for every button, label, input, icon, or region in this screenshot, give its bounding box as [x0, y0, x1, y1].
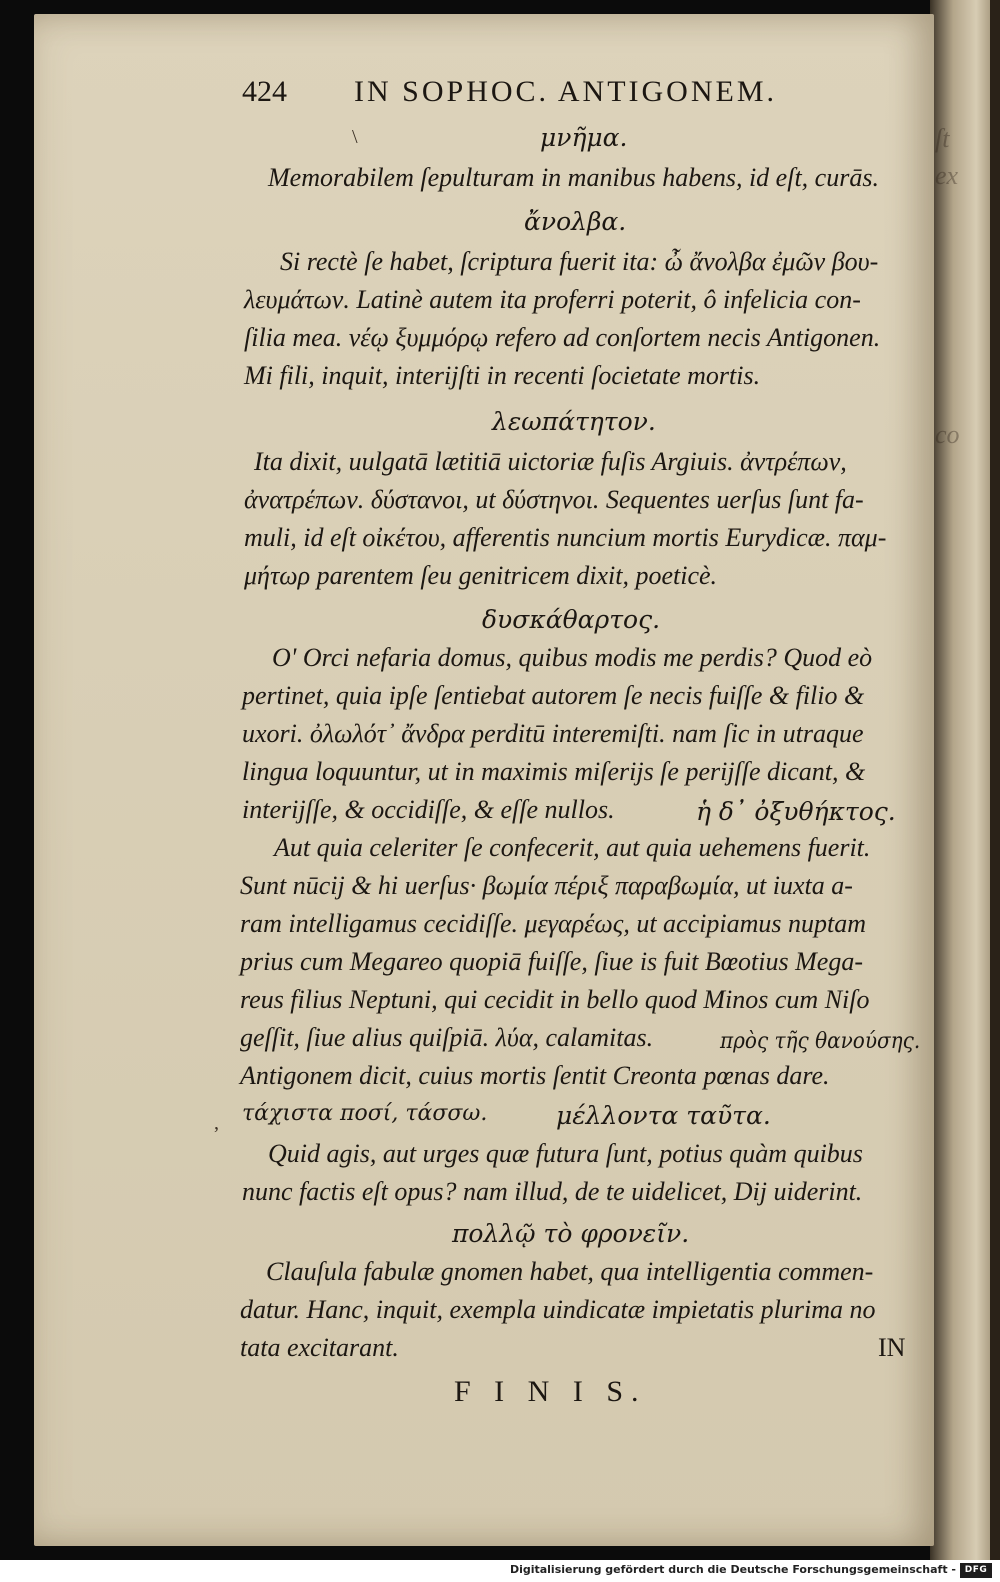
- text-line: Ita dixit, uulgatā lætitiā uictoriæ fuſis Argiuis. ἀντρέπων,: [254, 447, 847, 476]
- book-page: [34, 14, 934, 1546]
- dfg-logo: DFG: [960, 1563, 992, 1578]
- text-line: interijſſe, & occidiſſe, & eſſe nullos.: [242, 795, 615, 824]
- text-line: λευμάτων. Latinè autem ita proferri poterit, ô infelicia con-: [244, 285, 861, 314]
- text-line: pertinet, quia ipſe ſentiebat autorem ſe necis fuiſſe & filio &: [242, 681, 865, 710]
- text-line: uxori. ὀλωλότ᾽ ἄνδρα perditū interemiſti. nam ſic in utraque: [242, 719, 864, 748]
- page-number: 424: [242, 75, 287, 108]
- text-line: lingua loquuntur, ut in maximis miſerijs ſe perijſſe dicant, &: [242, 757, 866, 786]
- text-line: datur. Hanc, inquit, exempla uindicatæ impietatis plurima no: [240, 1295, 876, 1324]
- text-line: O' Orci nefaria domus, quibus modis me perdis? Quod eò: [272, 643, 873, 672]
- funding-note: Digitalisierung gefördert durch die Deutsche Forschungsgemeinschaft -: [509, 1563, 956, 1576]
- text-line: μήτωρ parentem ſeu genitricem dixit, poeticè.: [244, 561, 718, 590]
- text-line: ſilia mea. νέῳ ξυμμόρῳ refero ad conſortem necis Antigonen.: [244, 323, 881, 352]
- text-line: Antigonem dicit, cuius mortis ſentit Creonta pœnas dare.: [240, 1061, 830, 1090]
- text-line: ἀνατρέπων. δύστανοι, ut δύστηνοι. Sequentes uerſus ſunt fa-: [244, 485, 864, 514]
- text-line: ram intelligamus cecidiſſe. μεγαρέως, ut accipiamus nuptam: [240, 909, 866, 938]
- lemma-heading: πολλῷ τὸ φρονεῖν.: [452, 1219, 690, 1248]
- lemma-heading: λεωπάτητον.: [492, 407, 656, 436]
- lemma-heading: μνῆμα.: [540, 123, 628, 152]
- text-line: Memorabilem ſepulturam in manibus habens, id eſt, curās.: [268, 163, 879, 192]
- text-line: tata excitarant.: [240, 1333, 399, 1362]
- text-line: Aut quia celeriter ſe confecerit, aut quia uehemens fuerit.: [274, 833, 871, 862]
- text-line: nunc factis eſt opus? nam illud, de te uidelicet, Dij uiderint.: [242, 1177, 863, 1206]
- next-leaf-fragments: ſt ex co: [935, 124, 960, 449]
- running-title: IN SOPHOC. ANTIGONEM.: [354, 75, 778, 108]
- lemma-heading: πρὸς τῆς θανούσης.: [720, 1029, 921, 1054]
- ink-mark: ,: [214, 1112, 219, 1134]
- text-line: reus filius Neptuni, qui cecidit in bello quod Minos cum Niſo: [240, 985, 870, 1014]
- text-line: Mi fili, inquit, interijſti in recenti ſocietate mortis.: [244, 361, 761, 390]
- text-line: geſſit, ſiue alius quiſpiā. λύα, calamitas.: [240, 1023, 654, 1052]
- text-line: Si rectè ſe habet, ſcriptura fuerit ita: ὦ ἄνολβα ἐμῶν βου-: [280, 247, 879, 276]
- text-line: Clauſula fabulæ gnomen habet, qua intelligentia commen-: [266, 1257, 874, 1286]
- digitization-footer: [0, 1560, 1000, 1582]
- lemma-heading: δυσκάθαρτος.: [482, 605, 661, 634]
- catchword: IN: [878, 1333, 906, 1362]
- lemma-heading: ἡ δ᾽ ὀξυθήκτος.: [696, 797, 896, 826]
- book-board-edge: [990, 0, 1000, 1560]
- ink-mark: \: [352, 126, 358, 148]
- text-line: prius cum Megareo quopiā fuiſſe, ſiue is fuit Bœotius Mega-: [240, 947, 863, 976]
- finis-heading: F I N I S.: [454, 1375, 647, 1408]
- text-line: Sunt nūcij & hi uerſus· βωμία πέριξ παραβωμία, ut iuxta a-: [240, 871, 853, 900]
- lemma-inline: τάχιστα ποσί, τάσσω.: [242, 1101, 488, 1126]
- lemma-heading: ἄνολβα.: [524, 207, 627, 236]
- text-line: muli, id eſt οἰκέτου, afferentis nuncium mortis Eurydicæ. παμ-: [244, 523, 887, 552]
- lemma-heading: μέλλοντα ταῦτα.: [556, 1101, 771, 1130]
- text-line: Quid agis, aut urges quæ futura ſunt, potius quàm quibus: [268, 1139, 863, 1168]
